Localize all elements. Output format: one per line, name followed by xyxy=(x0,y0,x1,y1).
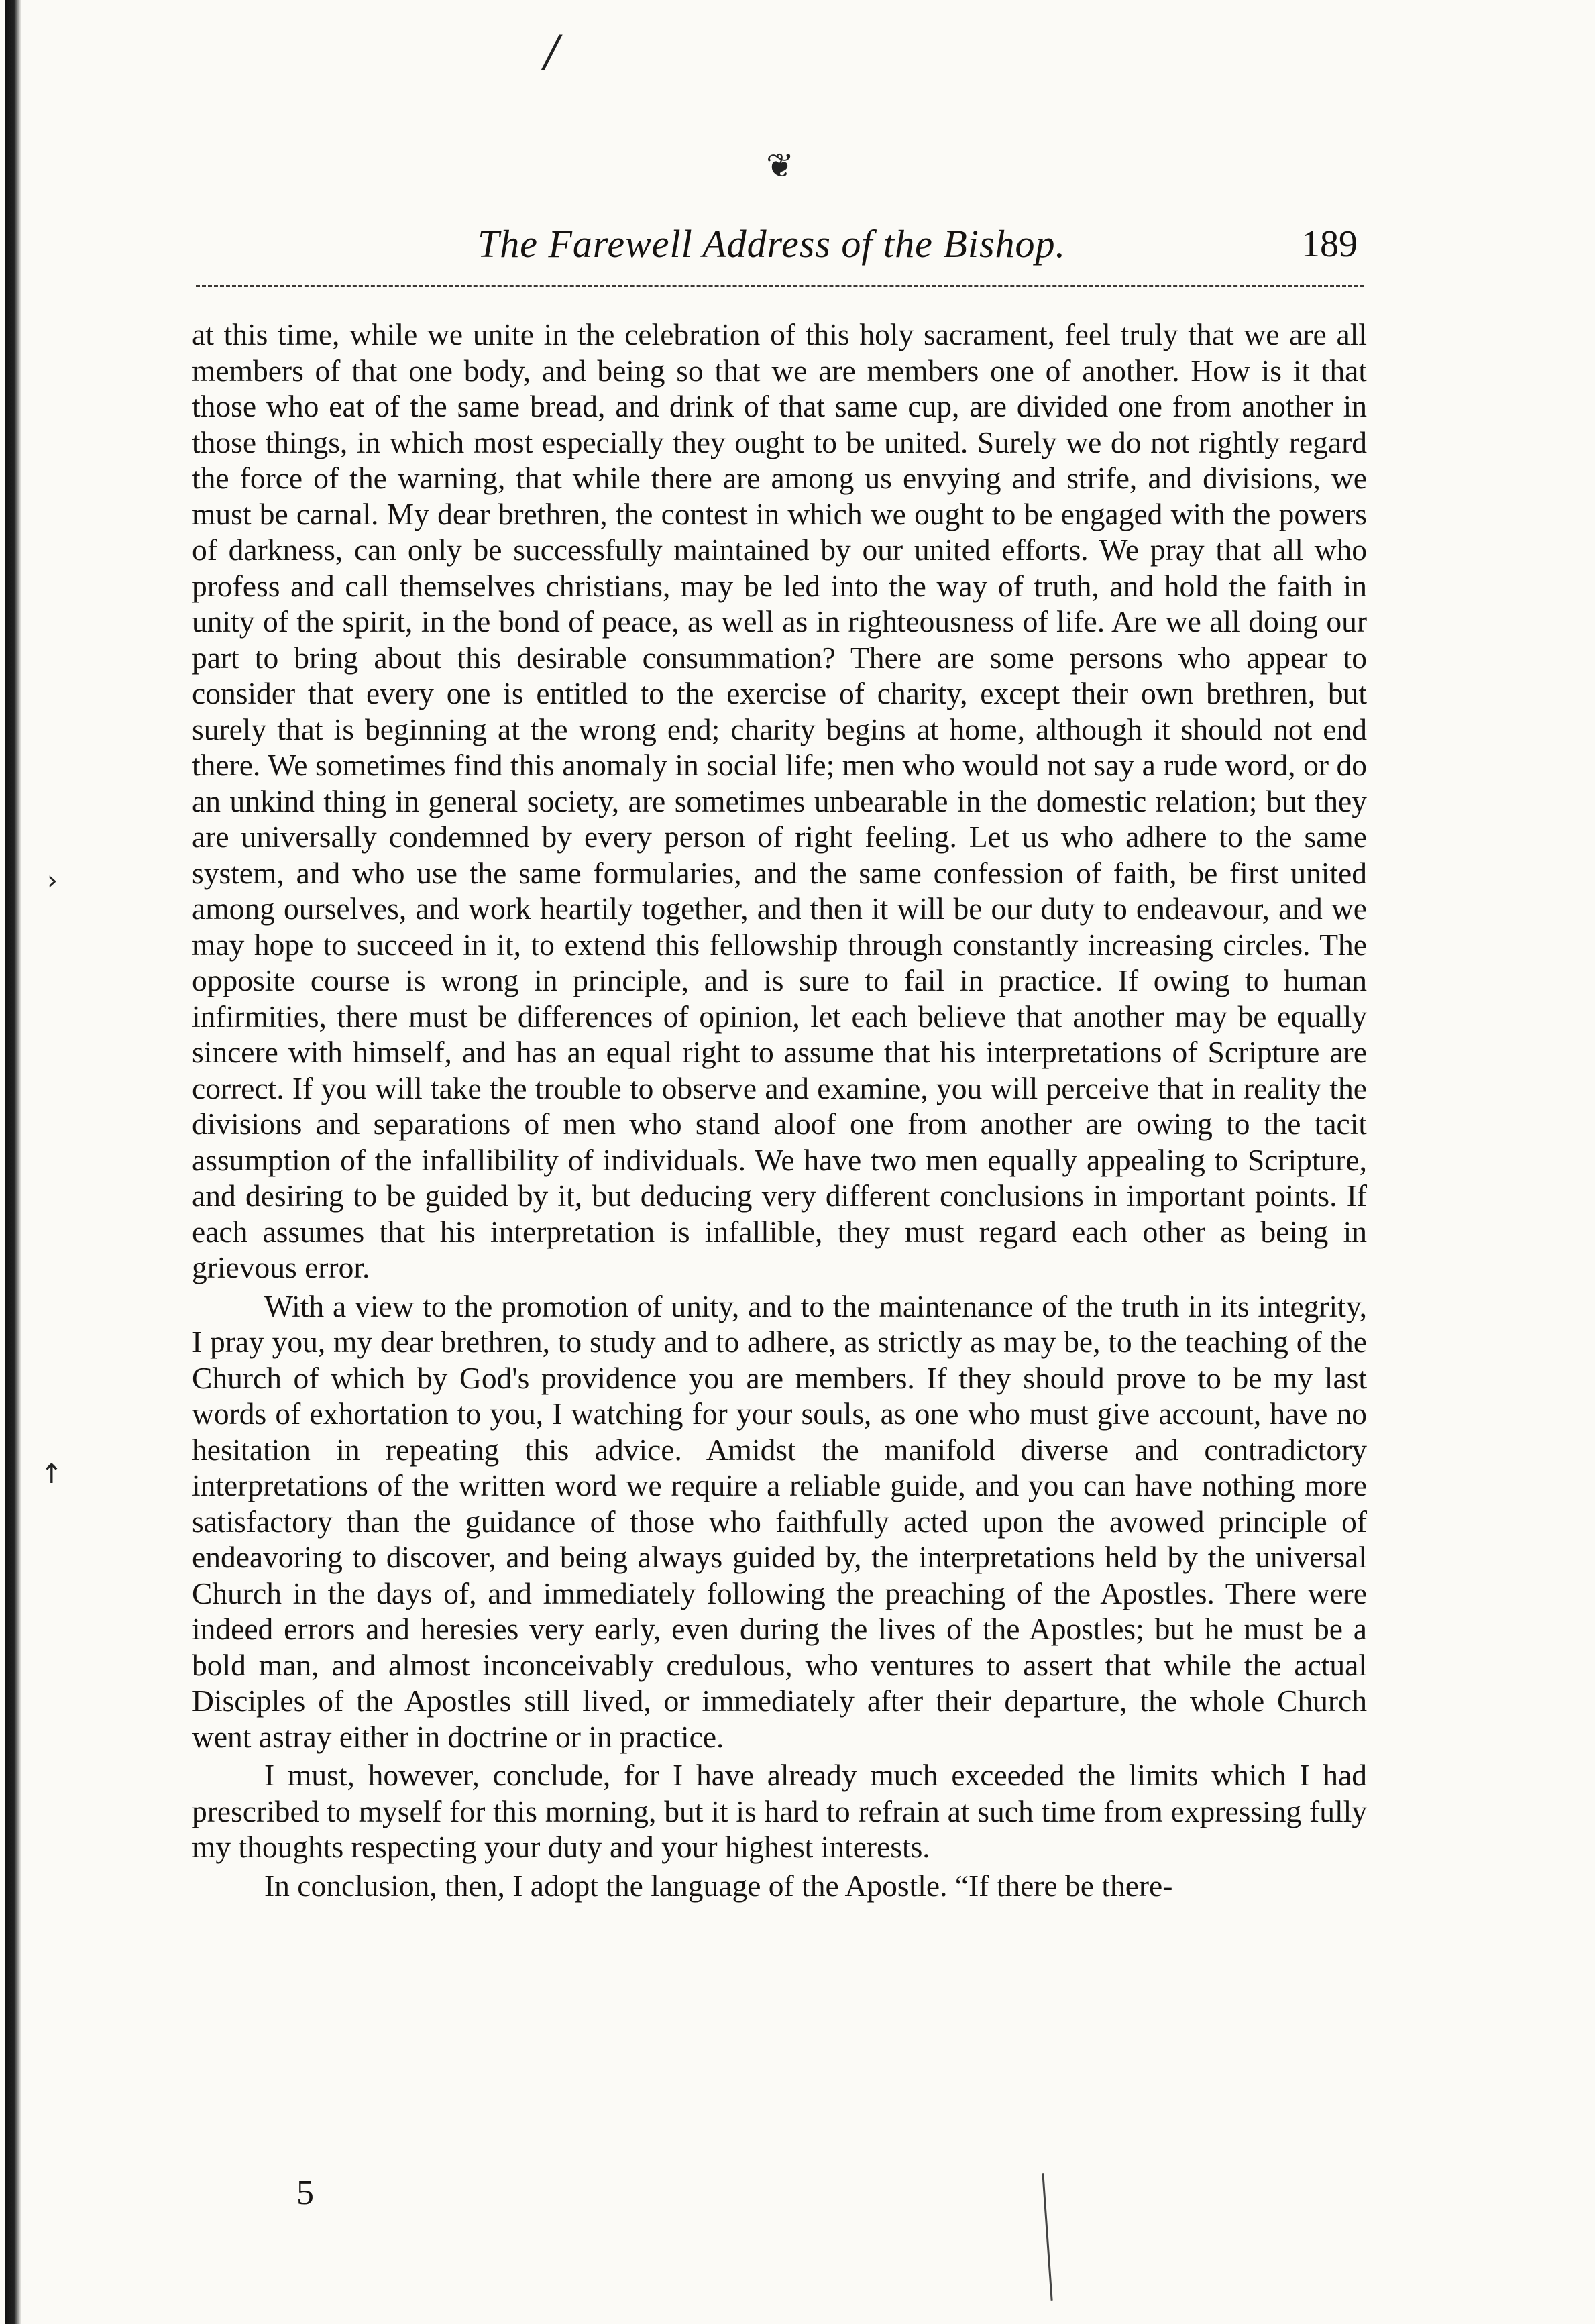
header-rule xyxy=(196,285,1364,287)
page-number: 189 xyxy=(1301,223,1358,265)
signature-number: 5 xyxy=(296,2174,314,2212)
paragraph-4: In conclusion, then, I adopt the language of the Apostle. “If there be there- xyxy=(264,1868,1173,1903)
margin-arrow-mark: › xyxy=(47,865,58,896)
body-text xyxy=(192,317,1367,1903)
ornament-mark: ❦ xyxy=(766,146,794,185)
page-header xyxy=(196,221,1364,275)
paragraph-1: at this time, while we unite in the celebration of this holy sacrament, feel truly that we are all members of that one body, and being so that we are members one of another. How is it that those who eat of the same bread, and drink of that same cup, are divided one from another in those things, in which most especially they ought to be united. Surely we do not rightly regard the force of the warning, that while there are among us envying and strife, and divisions, we must be carnal. My dear brethren, the contest in which we ought to be engaged with the powers of darkness, can only be successfully maintained by our united efforts. We pray that all who profess and call themselves christians, may be led into the way of truth, and hold the faith in unity of the spirit, in the bond of peace, as well as in righteousness of life. Are we all doing our part to bring about this desirable consummation? There are some persons who appear to consider that every one is entitled to the exercise of charity, except their own brethren, but surely that is beginning at the wrong end; charity begins at home, although it should not end there. We sometimes find this anomaly in social life; men who would not say a rude word, or do an unkind thing in general society, are sometimes unbearable in the domestic relation; but they are universally condemned by every person of right feeling. Let us who adhere to the same system, and who use the same formularies, and the same confession of faith, be first united among ourselves, and work heartily together, and then it will be our duty to endeavour, and we may hope to succeed in it, to extend this fellowship through constantly increasing circles. The opposite course is wrong in principle, and is sure to fail in practice. If owing to human infirmities, there must be differences of opinion, let each believe that another may be equally sincere with himself, and has an equal right to assume that his interpretations of Scripture are correct. If you will take the trouble to observe and examine, you will perceive that in reality the divisions and separations of men who stand aloof one from another are owing to the tacit assumption of the infallibility of individuals. We have two men equally appealing to Scripture, and desiring to be guided by it, but deducing very different conclusions in important points. If each assumes that his interpretation is infallible, they must regard each other as being in grievous error. xyxy=(192,317,1367,1284)
paragraph-3: I must, however, conclude, for I have already much exceeded the limits which I had prescribed to myself for this morning, but it is hard to refrain at such time from expressing fully my thoughts respecting your duty and your highest interests. xyxy=(192,1758,1367,1864)
running-title: The Farewell Address of the Bishop. xyxy=(478,222,1066,266)
slash-mark: / xyxy=(545,27,559,76)
margin-arrow-mark: ↑ xyxy=(40,1459,63,1490)
page-binding-edge xyxy=(5,0,21,2324)
scratch-mark xyxy=(1042,2173,1052,2301)
paragraph-2: With a view to the promotion of unity, and to the maintenance of the truth in its integrity, I pray you, my dear brethren, to study and to adhere, as strictly as may be, to the teaching of the Church of which by God's providence you are members. If they should prove to be my last words of exhortation to you, I watching for your souls, as one who must give account, have no hesitation in repeating this advice. Amidst the manifold diverse and contradictory interpretations of the written word we require a reliable guide, and you can have nothing more satisfactory than the guidance of those who faithfully acted upon the avowed principle of endeavoring to discover, and being always guided by, the interpretations held by the universal Church in the days of, and immediately following the preaching of the Apostles. There were indeed errors and heresies very early, even during the lives of the Apostles; but he must be a bold man, and almost inconceivably credulous, who ventures to assert that while the actual Disciples of the Apostles still lived, or immediately after their departure, the whole Church went astray either in doctrine or in practice. xyxy=(192,1288,1367,1754)
